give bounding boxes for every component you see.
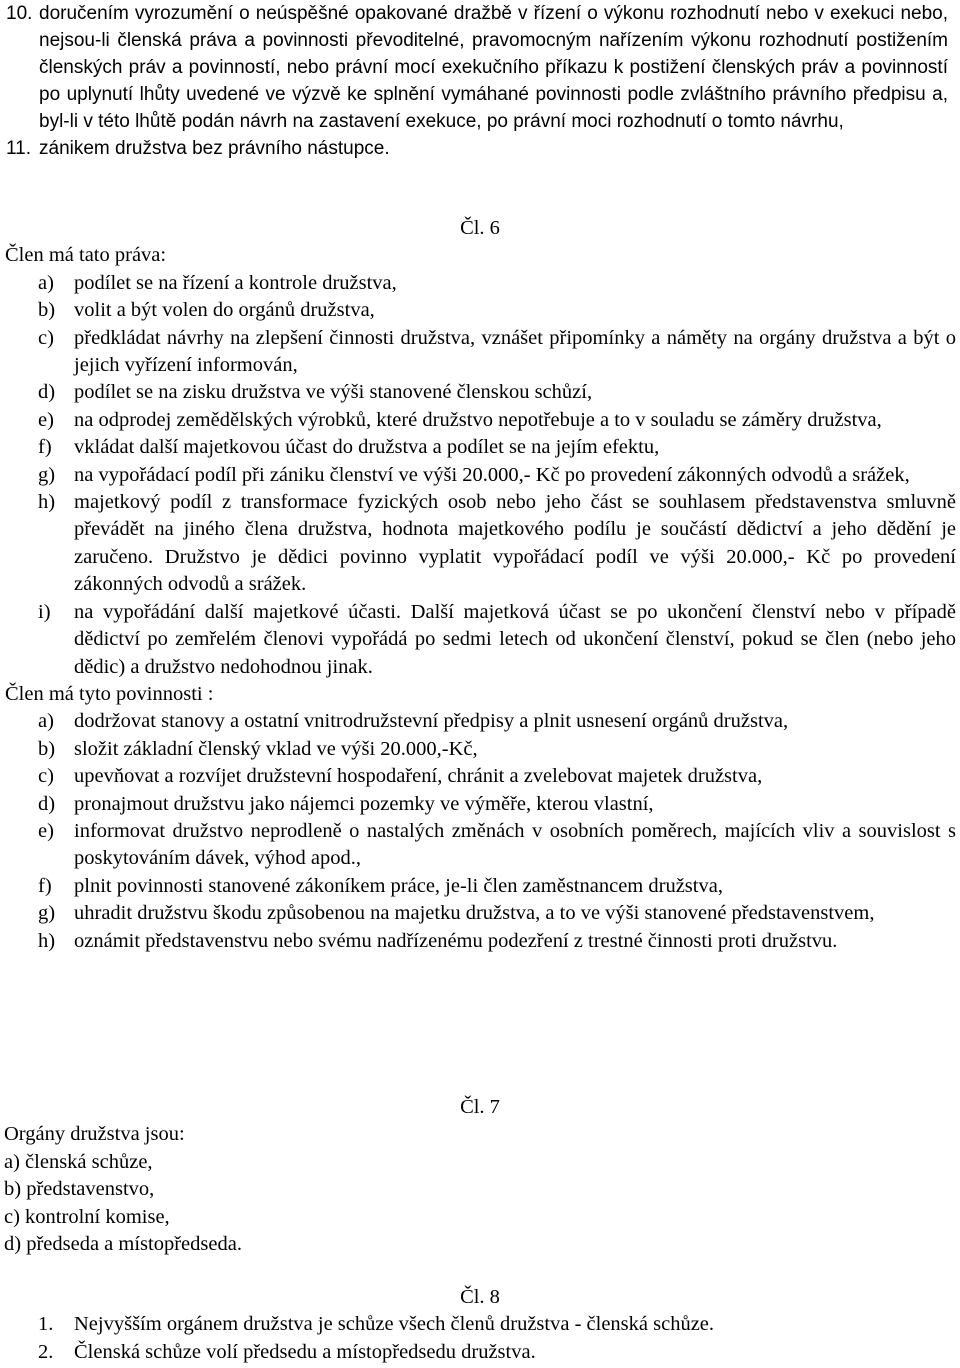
article-7 [0, 1094, 960, 1258]
duties-title: Člen má tyto povinnosti : [5, 682, 214, 705]
item-text: oznámit představenstvu nebo svému nadřízenému podezření z trestné činnosti proti družstvu. [74, 929, 838, 952]
item-text: majetkový podíl z transformace fyzických osob nebo jeho část se souhlasem představenstva smluvně převádět na jiného člena družstva, hodnota majetkového podílu je součástí dědictví a jeho dědění je zaručeno. Družstvo je dědici povinno vyplatit vypořádací podíl ve výši 20.000,- Kč po provedení zákonných odvodů a srážek. [74, 491, 956, 596]
item-text: plnit povinnosti stanovené zákoníkem práce, je-li člen zaměstnancem družstva, [74, 874, 723, 897]
organ-item: a) členská schůze, [4, 1150, 153, 1173]
list-item [0, 462, 956, 489]
list-item [0, 270, 956, 297]
list-item [0, 818, 956, 873]
item-number: 11. [6, 138, 32, 159]
item-text: informovat družstvo neprodleně o nastalých změnách v osobních poměrech, majících vliv a souvislost s poskytováním dávek, výhod apod., [74, 819, 956, 870]
item-letter: i) [38, 600, 51, 623]
item-letter: f) [38, 436, 52, 459]
list-item-10 [0, 0, 948, 135]
item-text: na vypořádání další majetkové účasti. Další majetková účast se po ukončení členství nebo v případě dědictví po zemřelém členovi vypořádá po sedmi letech od ukončení členství, pokud se člen (nebo jeho dědic) a družstvo nedohodnou jinak. [74, 600, 956, 678]
item-number: 1. [38, 1313, 54, 1336]
item-text: Nejvyšším orgánem družstva je schůze všech členů družstva - členská schůze. [74, 1313, 715, 1336]
item-letter: d) [38, 381, 56, 404]
item-letter: e) [38, 408, 54, 431]
article-6 [0, 215, 960, 955]
list-item [0, 1311, 960, 1338]
item-text: pronajmout družstvu jako nájemci pozemky ve výměře, kterou vlastní, [74, 792, 654, 815]
list-item [0, 928, 956, 955]
item-letter: h) [38, 929, 56, 952]
list-item [0, 900, 956, 927]
list-item [0, 325, 956, 380]
list-item [0, 297, 956, 324]
item-text: upevňovat a rozvíjet družstevní hospodaření, chránit a zvelebovat majetek družstva, [74, 765, 763, 788]
item-letter: c) [38, 326, 54, 349]
item-number: 10. [6, 3, 33, 24]
list-item [0, 763, 956, 790]
list-item [0, 873, 956, 900]
item-text: Členská schůze volí předsedu a místopředsedu družstva. [74, 1340, 536, 1363]
item-letter: b) [38, 299, 56, 322]
item-text: zánikem družstva bez právního nástupce. [39, 138, 390, 159]
list-item [0, 1339, 960, 1366]
item-letter: b) [38, 737, 56, 760]
article-8 [0, 1284, 960, 1366]
item-letter: h) [38, 491, 56, 514]
list-item [0, 489, 956, 599]
item-text: doručením vyrozumění o neúspěšné opakované dražbě v řízení o výkonu rozhodnutí nebo v exekuci nebo, nejsou-li členská práva a povinnosti převoditelné, pravomocným nařízením výkonu rozhodnutí postižením členských práv a povinností, nebo právní mocí exekučního příkazu k postižení členských práv a povinností po uplynutí lhůty uvedené ve výzvě ke splnění vymáhané povinnosti podle zvláštního právního předpisu a, byl-li v této lhůtě podán návrh na zastavení exekuce, po právní moci rozhodnutí o tomto návrhu, [39, 3, 948, 132]
article-6-heading: Čl. 6 [460, 217, 500, 239]
item-letter: g) [38, 463, 56, 486]
list-item [0, 599, 956, 681]
termination-list [0, 0, 948, 162]
item-letter: a) [38, 710, 54, 733]
rights-list [0, 270, 960, 681]
organ-item: c) kontrolní komise, [4, 1205, 170, 1228]
list-item [0, 407, 956, 434]
item-letter: d) [38, 792, 56, 815]
rights-title: Člen má tato práva: [5, 244, 167, 267]
article-7-heading: Čl. 7 [460, 1096, 500, 1118]
list-item [0, 379, 956, 406]
list-item [0, 736, 956, 763]
item-number: 2. [38, 1340, 54, 1363]
item-text: předkládat návrhy na zlepšení činnosti družstva, vznášet připomínky a náměty na orgány družstva a být o jejich vyřízení informován, [74, 326, 956, 377]
item-letter: e) [38, 819, 54, 842]
item-letter: a) [38, 271, 54, 294]
item-text: podílet se na řízení a kontrole družstva, [74, 271, 397, 294]
item-text: podílet se na zisku družstva ve výši stanovené členskou schůzí, [74, 381, 593, 404]
duties-list [0, 708, 960, 955]
item-text: uhradit družstvu škodu způsobenou na majetku družstva, a to ve výši stanovené představenstvem, [74, 902, 875, 925]
list-item [0, 791, 956, 818]
item-text: vkládat další majetkovou účast do družstva a podílet se na jejím efektu, [74, 436, 660, 459]
list-item [0, 708, 956, 735]
organs-title: Orgány družstva jsou: [4, 1123, 185, 1146]
item-text: volit a být volen do orgánů družstva, [74, 299, 375, 322]
organ-item: b) představenstvo, [4, 1178, 155, 1201]
list-item [0, 434, 956, 461]
item-text: na vypořádací podíl při zániku členství ve výši 20.000,- Kč po provedení zákonných odvodů a srážek, [74, 463, 910, 486]
organ-item: d) předseda a místopředseda. [4, 1233, 242, 1256]
item-text: složit základní členský vklad ve výši 20.000,-Kč, [74, 737, 478, 760]
article-8-heading: Čl. 8 [460, 1286, 500, 1308]
item-letter: g) [38, 902, 56, 925]
item-letter: c) [38, 765, 54, 788]
list-item-11 [0, 135, 948, 162]
item-letter: f) [38, 874, 52, 897]
item-text: na odprodej zemědělských výrobků, které družstvo nepotřebuje a to v souladu se záměry družstva, [74, 408, 882, 431]
item-text: dodržovat stanovy a ostatní vnitrodružstevní předpisy a plnit usnesení orgánů družstva, [74, 710, 789, 733]
